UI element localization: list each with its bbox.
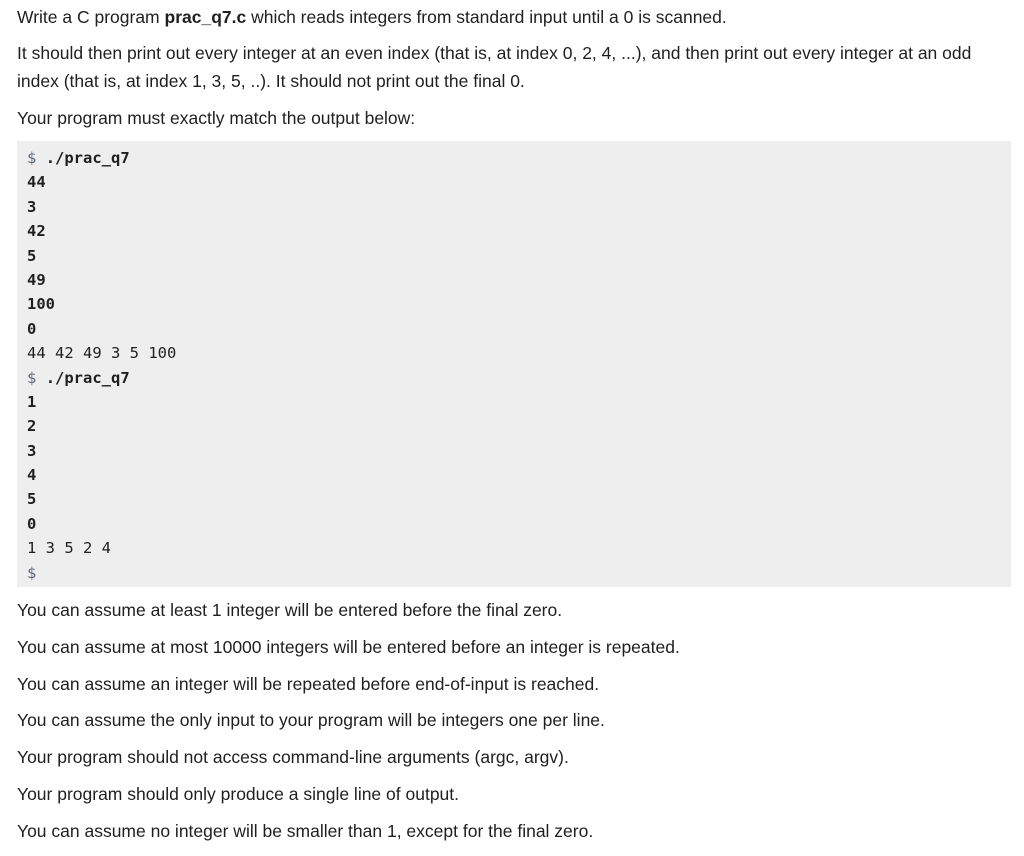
user-input-value: 44 bbox=[27, 173, 46, 192]
intro-line-1 bbox=[17, 3, 1012, 31]
intro-line-2: It should then print out every integer at an even index (that is, at index 0, 2, 4, ...), and then print out every integer at an odd index (that is, at index 1, 3, 5, ..). It should not print out the final 0. bbox=[17, 43, 972, 91]
shell-command: ./prac_q7 bbox=[45, 149, 130, 167]
terminal-line-input bbox=[27, 170, 1011, 194]
terminal-line-input bbox=[27, 390, 1011, 414]
user-input-value: 4 bbox=[27, 466, 37, 485]
user-input-value: 0 bbox=[27, 319, 37, 338]
terminal-example-block bbox=[17, 141, 1011, 587]
user-input-value: 49 bbox=[27, 270, 46, 289]
shell-prompt: $ bbox=[27, 563, 37, 582]
assumption-1: You can assume at least 1 integer will be entered before the final zero. bbox=[17, 600, 563, 620]
assumption-7: You can assume no integer will be smaller than 1, except for the final zero. bbox=[17, 821, 594, 841]
user-input-value: 2 bbox=[27, 417, 37, 436]
terminal-line-input bbox=[27, 292, 1011, 316]
terminal-line-command bbox=[27, 366, 1011, 390]
user-input-value: 5 bbox=[27, 490, 37, 509]
shell-prompt: $ bbox=[27, 149, 37, 167]
terminal-line-output bbox=[27, 341, 1011, 365]
program-output-text: 1 3 5 2 4 bbox=[27, 539, 111, 558]
intro-line-1-prefix: Write a C program bbox=[17, 7, 165, 27]
terminal-line-input bbox=[27, 414, 1011, 438]
terminal-line-output bbox=[27, 536, 1011, 560]
intro-line-3: Your program must exactly match the output below: bbox=[17, 108, 416, 128]
shell-prompt: $ bbox=[27, 368, 37, 387]
user-input-value: 5 bbox=[27, 246, 37, 265]
terminal-line-input bbox=[27, 317, 1011, 341]
user-input-value: 1 bbox=[27, 392, 37, 411]
program-output-text: 44 42 49 3 5 100 bbox=[27, 344, 177, 363]
terminal-line-input bbox=[27, 219, 1011, 243]
shell-command: ./prac_q7 bbox=[45, 368, 130, 387]
assumption-6: Your program should only produce a single line of output. bbox=[17, 784, 460, 804]
terminal-line-input bbox=[27, 439, 1011, 463]
terminal-line-command bbox=[27, 146, 1011, 170]
program-filename: prac_q7.c bbox=[164, 7, 247, 27]
terminal-line-input bbox=[27, 463, 1011, 487]
assumption-3: You can assume an integer will be repeated before end-of-input is reached. bbox=[17, 674, 600, 694]
terminal-line-input bbox=[27, 195, 1011, 219]
assumption-2: You can assume at most 10000 integers will be entered before an integer is repeated. bbox=[17, 637, 680, 657]
terminal-line-input bbox=[27, 244, 1011, 268]
assumption-5: Your program should not access command-line arguments (argc, argv). bbox=[17, 747, 569, 767]
user-input-value: 100 bbox=[27, 295, 55, 314]
intro-line-1-suffix: which reads integers from standard input until a 0 is scanned. bbox=[246, 7, 727, 27]
user-input-value: 42 bbox=[27, 222, 46, 241]
terminal-line-command bbox=[27, 561, 1011, 585]
user-input-value: 3 bbox=[27, 441, 37, 460]
user-input-value: 3 bbox=[27, 197, 37, 216]
terminal-line-input bbox=[27, 268, 1011, 292]
user-input-value: 0 bbox=[27, 514, 37, 533]
assumption-4: You can assume the only input to your program will be integers one per line. bbox=[17, 710, 605, 730]
terminal-line-input bbox=[27, 487, 1011, 511]
terminal-line-input bbox=[27, 512, 1011, 536]
